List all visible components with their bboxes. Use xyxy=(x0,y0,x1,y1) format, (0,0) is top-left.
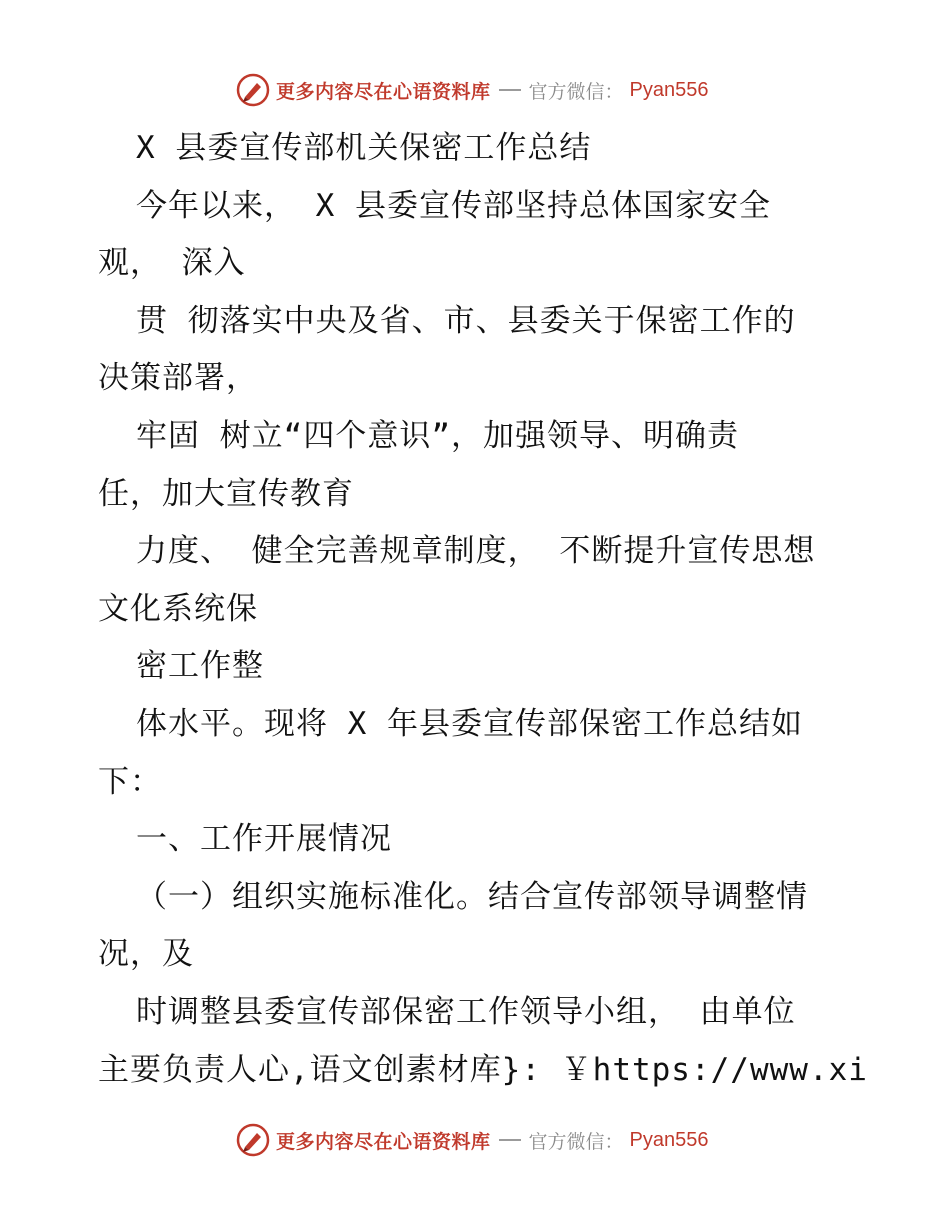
text-line: 体水平。现将 X 年县委宣传部保密工作总结如 xyxy=(136,705,803,742)
header-watermark xyxy=(236,72,709,108)
text-line: 文化系统保 xyxy=(98,590,258,627)
watermark-id: Pyan556 xyxy=(629,1128,709,1151)
text-line: 任，加大宣传教育 xyxy=(98,475,354,512)
text-line: 牢固 树立“四个意识”，加强领导、明确责 xyxy=(136,417,739,454)
watermark-sub: 官方微信： xyxy=(528,1130,624,1153)
text-line: 主要负责人心,语文创素材库}: ￥https://www.xi xyxy=(98,1051,868,1088)
text-line: 贯 彻落实中央及省、市、县委关于保密工作的 xyxy=(136,302,796,339)
text-line: 力度、 健全完善规章制度， 不断提升宣传思想 xyxy=(136,533,816,570)
footer-watermark xyxy=(236,1122,709,1158)
watermark-title: 更多内容尽在心语资料库 xyxy=(276,1130,491,1153)
text-line: 决策部署， xyxy=(98,360,258,397)
pen-logo-icon xyxy=(236,1123,270,1157)
watermark-title: 更多内容尽在心语资料库 xyxy=(276,80,491,103)
text-line: 时调整县委宣传部保密工作领导小组， 由单位 xyxy=(136,993,796,1030)
document-body xyxy=(98,120,868,1099)
text-line: 密工作整 xyxy=(136,648,264,685)
watermark-dash xyxy=(499,1139,521,1141)
watermark-id: Pyan556 xyxy=(629,78,709,101)
watermark-sub: 官方微信： xyxy=(528,80,624,103)
text-line: （一）组织实施标准化。结合宣传部领导调整情 xyxy=(136,878,808,915)
text-line: 况，及 xyxy=(98,936,194,973)
section-heading: 一、工作开展情况 xyxy=(136,821,392,858)
watermark-dash xyxy=(499,89,521,91)
document-title: X 县委宣传部机关保密工作总结 xyxy=(136,130,592,166)
text-line: 下： xyxy=(98,763,162,800)
text-line: 今年以来， X 县委宣传部坚持总体国家安全 xyxy=(136,187,771,224)
pen-logo-icon xyxy=(236,73,270,107)
text-line: 观， 深入 xyxy=(98,245,246,282)
